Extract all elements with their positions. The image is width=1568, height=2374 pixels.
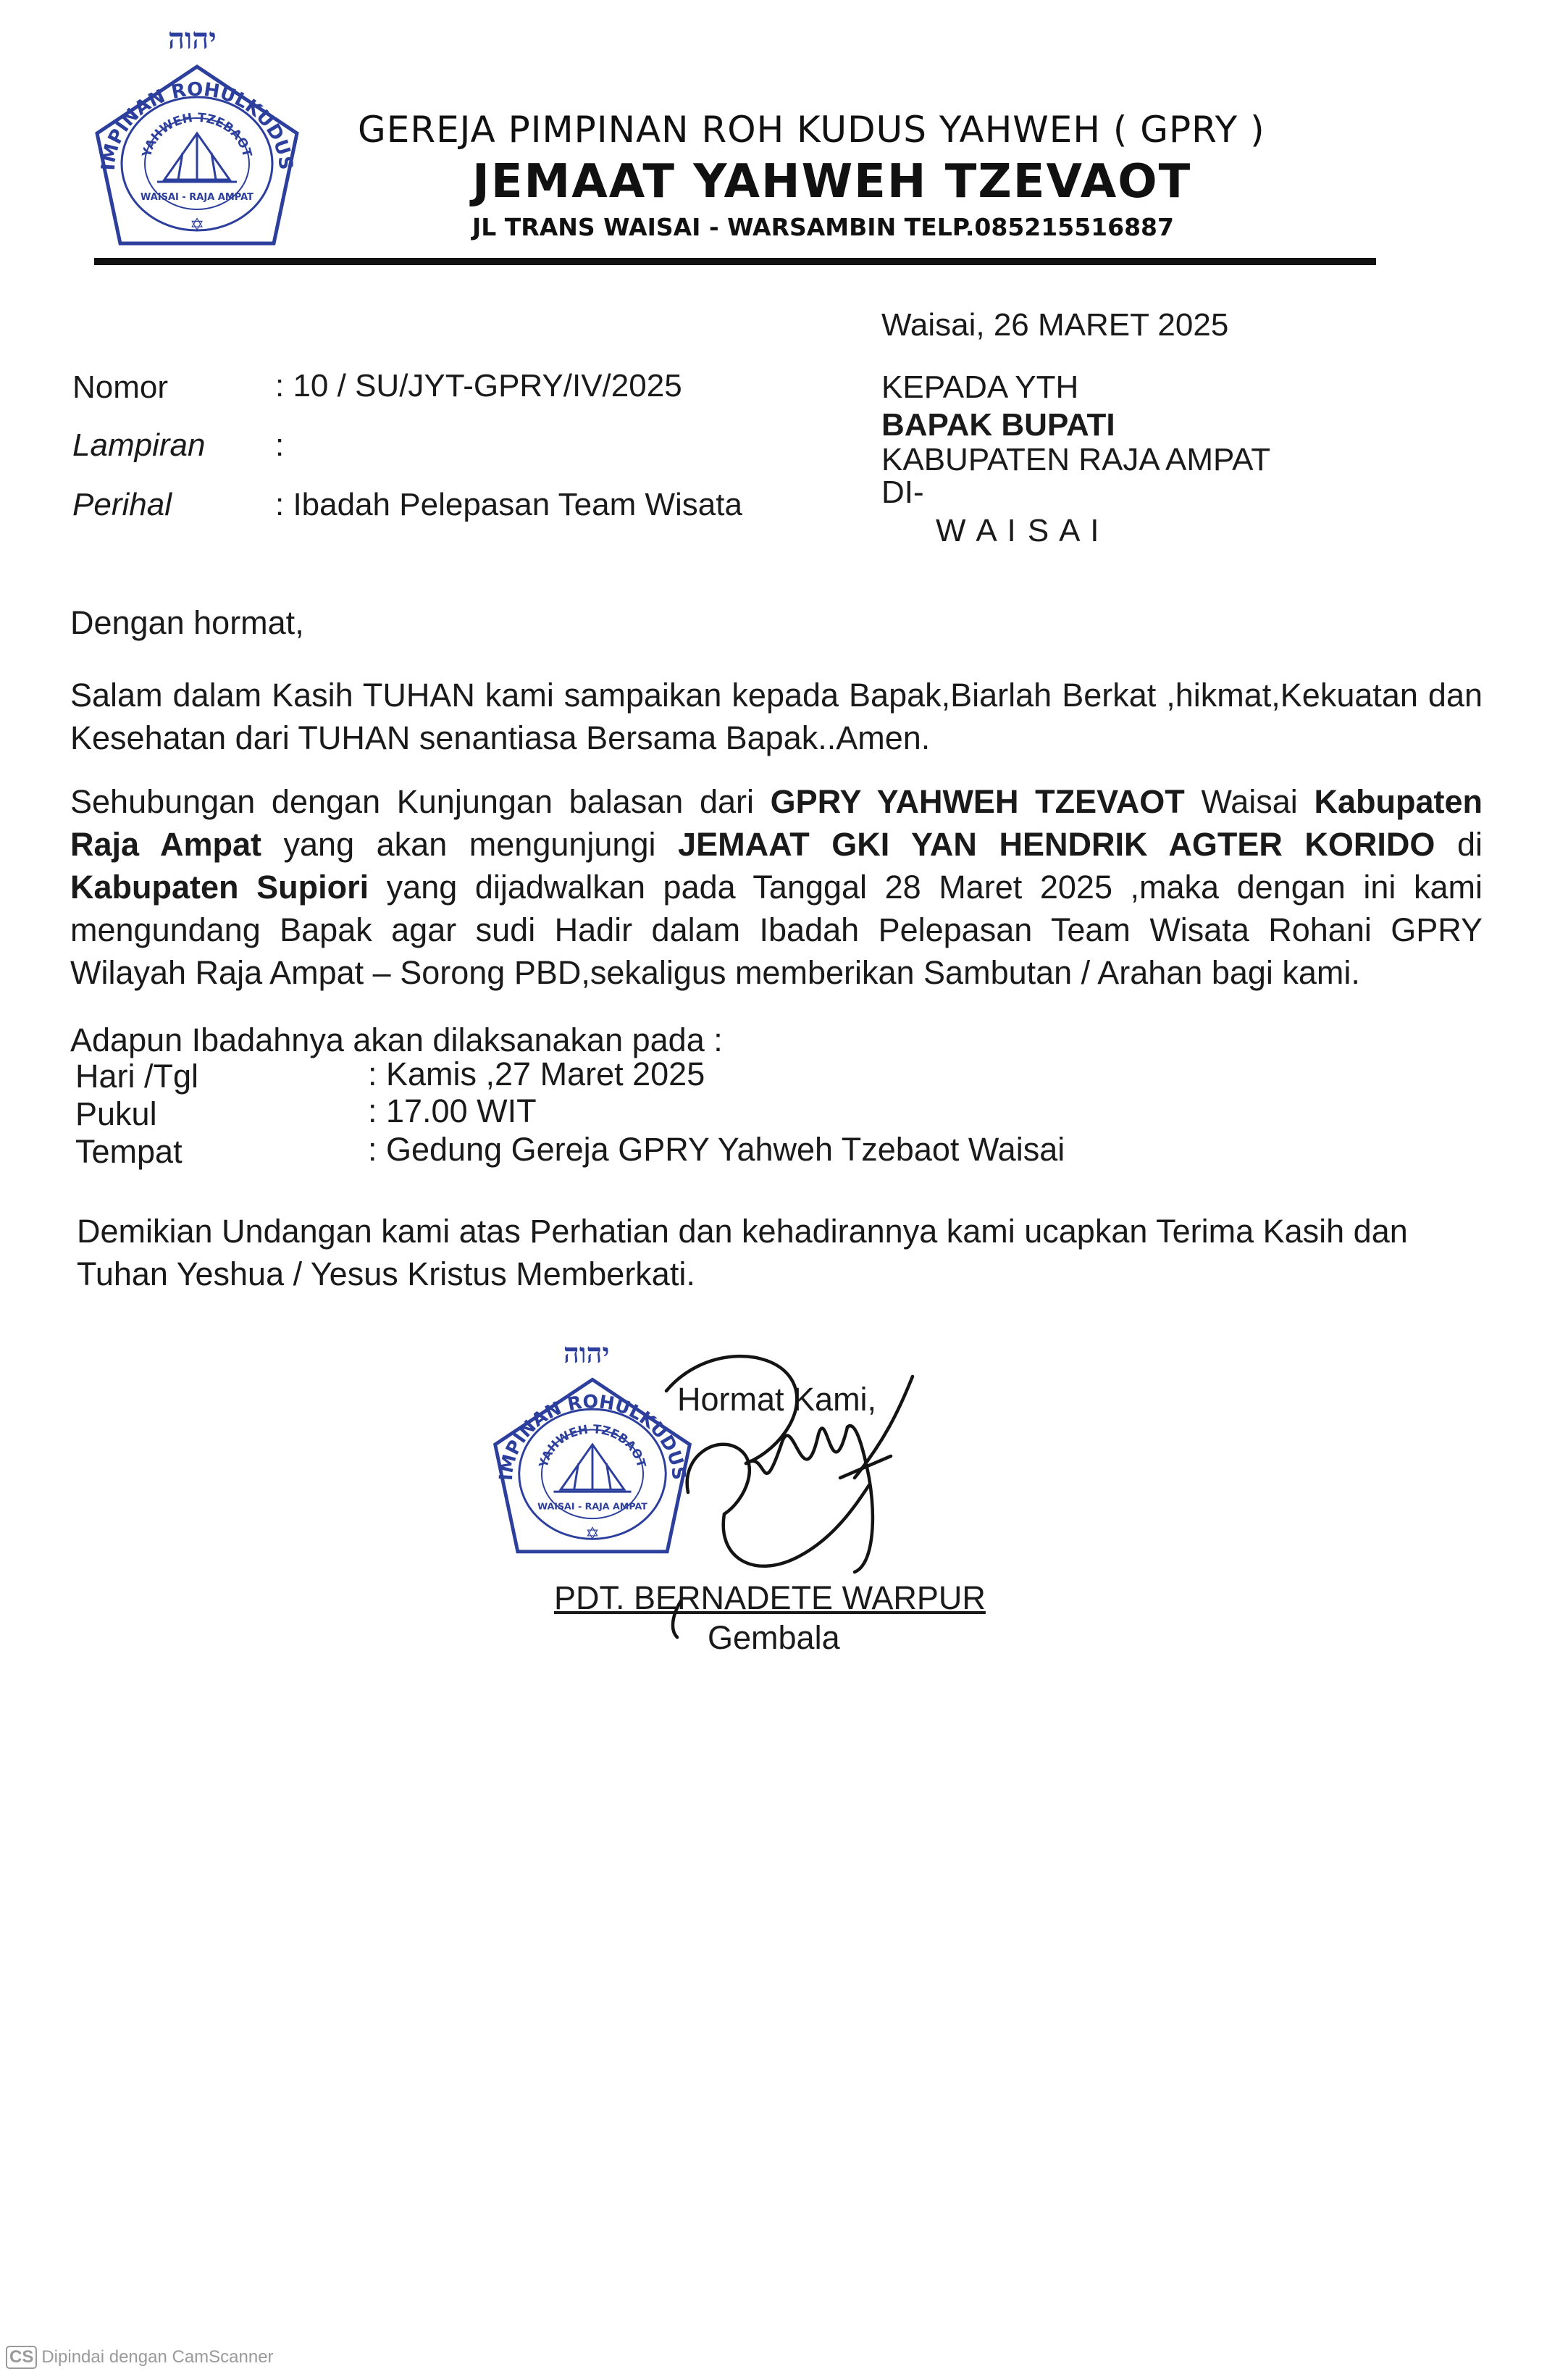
recipient-di: DI- — [881, 475, 924, 510]
schedule-value-day: : Kamis ,27 Maret 2025 — [368, 1056, 705, 1092]
camscanner-icon: CS — [6, 2346, 37, 2369]
camscanner-text: Dipindai dengan CamScanner — [41, 2347, 274, 2367]
invitation-bold-jemaat: JEMAAT GKI YAN HENDRIK AGTER KORIDO — [678, 826, 1435, 863]
seal-outer-ring-text: GEREJA PIMPINAN ROHULKUDUS YAHWEH — [77, 46, 297, 172]
lampiran-value: : — [275, 427, 285, 463]
signature-seal-outer-ring-text: GEREJA PIMPINAN ROHULKUDUS YAHWEH — [477, 1358, 690, 1481]
schedule-label-place: Tempat — [75, 1133, 183, 1170]
star-of-david-icon: ✡ — [189, 214, 205, 235]
letterhead-congregation-name: JEMAAT YAHWEH TZEVAOT — [472, 155, 1192, 209]
signature-seal-hebrew-text: יהוה — [563, 1337, 610, 1369]
schedule-value-place: : Gedung Gereja GPRY Yahweh Tzebaot Waisai — [368, 1131, 1065, 1168]
signature-star-of-david-icon: ✡ — [585, 1523, 600, 1544]
camscanner-watermark — [6, 2346, 274, 2369]
signature-seal-location-text: WAISAI - RAJA AMPAT — [537, 1500, 647, 1512]
schedule-intro: Adapun Ibadahnya akan dilaksanakan pada : — [70, 1021, 723, 1058]
handwritten-signature — [637, 1333, 920, 1652]
seal-inner-ring-text: YAHWEH TZEBAOT — [139, 110, 255, 159]
letterhead-divider — [94, 258, 1376, 265]
signer-name: PDT. BERNADETE WARPUR — [554, 1579, 986, 1616]
church-seal-logo — [77, 46, 306, 254]
paragraph-salam: Salam dalam Kasih TUHAN kami sampaikan kepada Bapak,Biarlah Berkat ,hikmat,Kekuatan dan Kesehatan dari TUHAN senantiasa Bersama Bapak..Amen. — [70, 677, 1483, 756]
recipient-office: KABUPATEN RAJA AMPAT — [881, 442, 1271, 477]
invitation-text-5: yang dijadwalkan pada Tanggal 28 Maret 2025 ,maka dengan ini kami mengundang Bapak agar sudi Hadir dalam Ibadah Pelepasan Team Wisata Rohani GPRY Wilayah Raja Ampat – Sorong PBD,sekaligus memberikan Sambutan / Arahan bagi kami. — [70, 869, 1483, 991]
closing-paragraph: Demikian Undangan kami atas Perhatian dan kehadirannya kami ucapkan Terima Kasih dan Tuhan Yeshua / Yesus Kristus Memberkati. — [77, 1213, 1408, 1292]
signature-salutation: Hormat Kami, — [677, 1381, 877, 1418]
schedule-label-time: Pukul — [75, 1095, 157, 1132]
schedule-label-day: Hari /Tgl — [75, 1058, 199, 1095]
seal-hebrew-text: יהוה — [168, 22, 217, 56]
invitation-text-3: yang akan mengunjungi — [261, 826, 679, 863]
letter-date: Waisai, 26 MARET 2025 — [881, 307, 1229, 343]
letterhead-address: JL TRANS WAISAI - WARSAMBIN TELP.085215516887 — [472, 213, 1174, 241]
nomor-label: Nomor — [72, 369, 169, 405]
perihal-value: : Ibadah Pelepasan Team Wisata — [275, 487, 742, 522]
recipient-name: BAPAK BUPATI — [881, 407, 1115, 443]
nomor-value: : 10 / SU/JYT-GPRY/IV/2025 — [275, 368, 682, 404]
perihal-label: Perihal — [72, 487, 172, 522]
greeting: Dengan hormat, — [70, 604, 304, 641]
paragraph-invitation — [70, 780, 1483, 994]
invitation-bold-kabupaten: Kabupaten Raja Ampat — [70, 783, 1483, 863]
invitation-bold-supiori: Kabupaten Supiori — [70, 869, 369, 906]
invitation-text-2: Waisai — [1184, 783, 1315, 820]
invitation-text-1: Sehubungan dengan Kunjungan balasan dari — [70, 783, 771, 820]
lampiran-label: Lampiran — [72, 427, 206, 463]
seal-location-text: WAISAI - RAJA AMPAT — [140, 192, 254, 203]
recipient-city: W A I S A I — [936, 513, 1101, 548]
schedule-value-time: : 17.00 WIT — [368, 1092, 537, 1129]
signer-title: Gembala — [708, 1619, 840, 1656]
letterhead-church-name: GEREJA PIMPINAN ROH KUDUS YAHWEH ( GPRY ) — [358, 109, 1265, 151]
invitation-text-4: di — [1435, 826, 1483, 863]
recipient-salutation: KEPADA YTH — [881, 369, 1079, 405]
invitation-bold-gpry: GPRY YAHWEH TZEVAOT — [770, 783, 1185, 820]
signature-seal-inner-ring-text: YAHWEH TZEBAOT — [536, 1422, 649, 1469]
